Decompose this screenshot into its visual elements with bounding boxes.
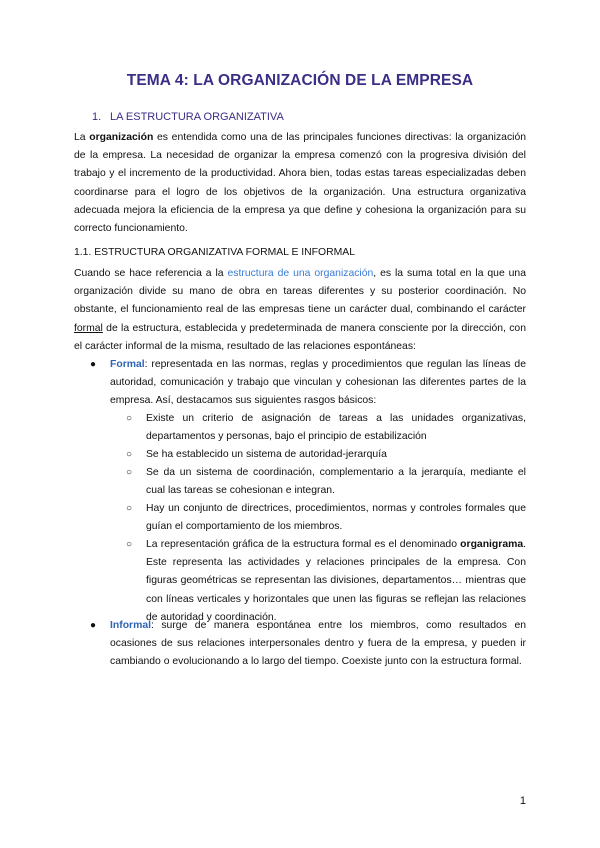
section-number: 1.	[92, 111, 102, 123]
bullet-label-formal: Formal	[110, 359, 145, 370]
bullet-dot-icon: ●	[90, 620, 97, 631]
bold-term-organigrama: organigrama	[460, 539, 524, 550]
bullet-text: : surge de manera espontánea entre los miembros, como resultados en ocasiones de sus relaciones interpersonales dentro y fuera de la empresa, y pueden ir cambiando o evolucionando a lo largo del tiempo. Coexiste junto con la estructura formal.	[110, 620, 526, 668]
page-title: TEMA 4: LA ORGANIZACIÓN DE LA EMPRESA	[126, 72, 474, 89]
section-heading-1	[92, 111, 284, 123]
para-text: , es la suma total en la que una organización divide su mano de obra en tareas diferentes y su posterior coordinación. No obstante, el funcionamiento real de las empresas tiene un carácter dual, combinando el carácter	[74, 268, 526, 316]
bold-term-organizacion: organización	[89, 132, 154, 143]
para-text: La	[74, 132, 90, 143]
bullet-label-informal: Informal	[110, 620, 151, 631]
page-number: 1	[519, 795, 526, 807]
circle-bullet-icon: ○	[126, 413, 133, 424]
sub-item-text: La representación gráfica de la estructura formal es el denominado	[146, 539, 461, 550]
bullet-text: : representada en las normas, reglas y procedimientos que regulan las líneas de autoridad, comunicación y trabajo que vinculan y cohesionan las diferentes partes de la empresa. Así, destacamos sus siguientes rasgos básicos:	[110, 359, 526, 407]
circle-bullet-icon: ○	[126, 503, 133, 514]
sub-item-text: . Este representa las actividades y relaciones principales de la empresa. Con figuras geométricas se representan las divisiones, departamentos… mientras que con líneas verticales y horizontales que unen las figuras se reflejan las relaciones de autoridad y coordinación.	[146, 539, 526, 623]
section11-paragraph	[74, 265, 526, 356]
section-heading-1-1: 1.1. ESTRUCTURA ORGANIZATIVA FORMAL E INFORMAL	[74, 247, 355, 258]
bullet-formal	[90, 356, 526, 411]
circle-bullet-icon: ○	[126, 449, 133, 460]
sub-item-text: Hay un conjunto de directrices, procedimientos, normas y controles formales que guían el comportamiento de los miembros.	[146, 503, 526, 533]
section1-paragraph	[74, 129, 526, 238]
bullet-informal	[90, 617, 526, 672]
para-text: de la estructura, establecida y predeterminada de manera consciente por la dirección, con el carácter informal de la misma, resultado de las relaciones espontáneas:	[74, 322, 526, 352]
sub-item-2	[126, 446, 526, 464]
sub-item-1	[126, 410, 526, 446]
sub-item-text: Existe un criterio de asignación de tareas a las unidades organizativas, departamentos y personas, bajo el principio de estabilización	[146, 413, 526, 443]
para-text: es entendida como una de las principales funciones directivas: la organización de la empresa. La necesidad de organizar la empresa comenzó con la progresiva división del trabajo y el incremento de la productividad. Ahora bien, todas estas tareas especializadas deben coordinarse para el logro de los objetivos de la organización. Una estructura organizativa adecuada mejora la eficiencia de la empresa ya que define y cohesiona la organización para su correcto funcionamiento.	[74, 132, 526, 235]
underlined-formal: formal	[74, 322, 103, 334]
link-estructura-organizacion[interactable]: estructura de una organización	[227, 268, 374, 279]
section-heading-text: LA ESTRUCTURA ORGANIZATIVA	[110, 111, 284, 123]
sub-item-3	[126, 464, 526, 500]
sub-item-4	[126, 500, 526, 536]
circle-bullet-icon: ○	[126, 539, 133, 550]
sub-item-5	[126, 536, 526, 627]
circle-bullet-icon: ○	[126, 467, 133, 478]
para-text: Cuando se hace referencia a la	[74, 268, 228, 279]
bullet-dot-icon: ●	[90, 359, 97, 370]
sub-item-text: Se ha establecido un sistema de autoridad-jerarquía	[146, 449, 387, 460]
sub-item-text: Se da un sistema de coordinación, complementario a la jerarquía, mediante el cual las tareas se cohesionan e integran.	[146, 467, 526, 497]
